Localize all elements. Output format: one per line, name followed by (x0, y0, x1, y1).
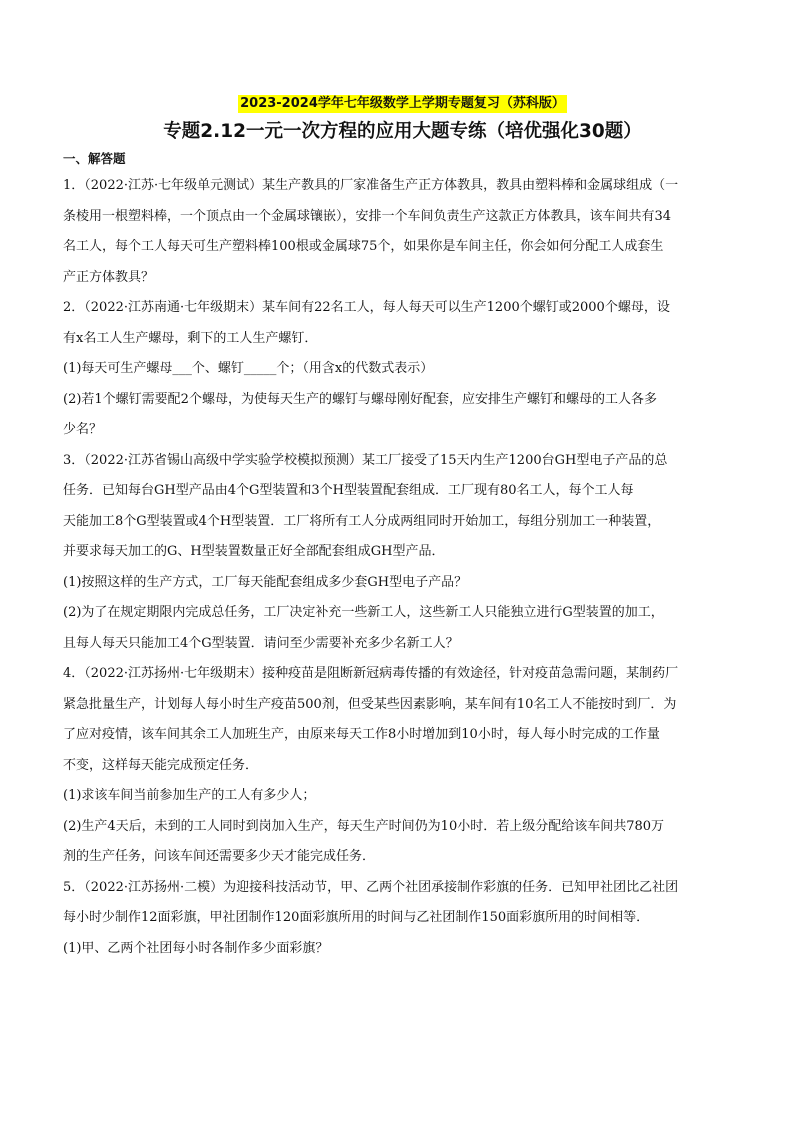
question-line: 每小时少制作12面彩旗，甲社团制作120面彩旗所用的时间与乙社团制作150面彩旗所用的时间相等． (63, 910, 650, 925)
question-line: 紧急批量生产，计划每人每小时生产疫苗500剂，但受某些因素影响，某车间有10名工人不能按时到厂．为 (63, 696, 677, 712)
sub-question-line: (1)按照这样的生产方式，工厂每天能配套组成多少套GH型电子产品？ (63, 574, 468, 590)
sub-question-line: (2)生产4天后，未到的工人同时到岗加入生产，每天生产时间仍为10小时．若上级分配给该车间共780万 (63, 818, 665, 834)
question-line: 不变，这样每天能完成预定任务． (63, 757, 259, 773)
question-3 (63, 446, 742, 660)
sub-question-line: 且每人每天只能加工4个G型装置．请问至少需要补充多少名新工人？ (63, 635, 459, 651)
question-line: 4．（2022·江苏扬州·七年级期末）接种疫苗是阻断新冠病毒传播的有效途径，针对疫苗急需问题，某制药厂 (63, 666, 679, 681)
question-line: 天能加工8个G型装置或4个H型装置．工厂将所有工人分成两组同时开始加工，每组分别加工一种装置， (63, 513, 661, 529)
section-heading: 一、解答题 (63, 151, 126, 166)
sub-question-line: (1)求该车间当前参加生产的工人有多少人； (63, 788, 316, 803)
sub-question-line: (1)甲、乙两个社团每小时各制作多少面彩旗？ (63, 940, 329, 956)
question-line: 名工人，每个工人每天可生产塑料棒100根或金属球75个，如果你是车间主任，你会如何分配工人成套生 (63, 239, 664, 254)
sub-question-line: (2)为了在规定期限内完成总任务，工厂决定补充一些新工人，这些新工人只能独立进行G型装置的加工， (63, 605, 664, 620)
sub-question-line: (1)每天可生产螺母___个、螺钉_____个；（用含x的代数式表示） (63, 361, 434, 376)
question-4 (63, 659, 742, 873)
question-line: 产正方体教具？ (63, 269, 155, 285)
question-line: 条棱用一根塑料棒，一个顶点由一个金属球镶嵌），安排一个车间负责生产这款正方体教具，该车间共有34 (63, 208, 672, 224)
question-1 (63, 171, 742, 293)
question-line: 3．（2022·江苏省锡山高级中学实验学校模拟预测）某工厂接受了15天内生产1200台GH型电子产品的总 (63, 452, 668, 468)
question-line: 5．（2022·江苏扬州·二模）为迎接科技活动节，甲、乙两个社团承接制作彩旗的任务．已知甲社团比乙社团 (63, 879, 679, 895)
question-2 (63, 293, 742, 446)
page-title: 专题2.12一元一次方程的应用大题专练（培优强化30题） (163, 121, 642, 142)
sub-question-line: 少名？ (63, 422, 103, 437)
question-line: 2．（2022·江苏南通·七年级期末）某车间有22名工人，每人每天可以生产1200个螺钉或2000个螺母，设 (63, 300, 670, 315)
question-line: 了应对疫情，该车间其余工人加班生产，由原来每天工作8小时增加到10小时，每人每小时完成的工作量 (63, 727, 660, 742)
series-badge: 2023-2024学年七年级数学上学期专题复习（苏科版） (240, 96, 565, 111)
question-5 (63, 873, 742, 965)
header-line (63, 92, 742, 113)
sub-question-line: (2)若1个螺钉需要配2个螺母，为使每天生产的螺钉与螺母刚好配套，应安排生产螺钉和螺母的工人各多 (63, 391, 657, 407)
question-line: 1．（2022·江苏·七年级单元测试）某生产教具的厂家准备生产正方体教具，教具由塑料棒和金属球组成（一 (63, 178, 679, 193)
question-line: 任务．已知每台GH型产品由4个G型装置和3个H型装置配套组成．工厂现有80名工人，每个工人每 (63, 483, 634, 498)
sub-question-line: 剂的生产任务，问该车间还需要多少天才能完成任务． (63, 849, 376, 864)
question-line: 有x名工人生产螺母，剩下的工人生产螺钉． (63, 330, 318, 346)
question-line: 并要求每天加工的G、H型装置数量正好全部配套组成GH型产品． (63, 544, 445, 559)
